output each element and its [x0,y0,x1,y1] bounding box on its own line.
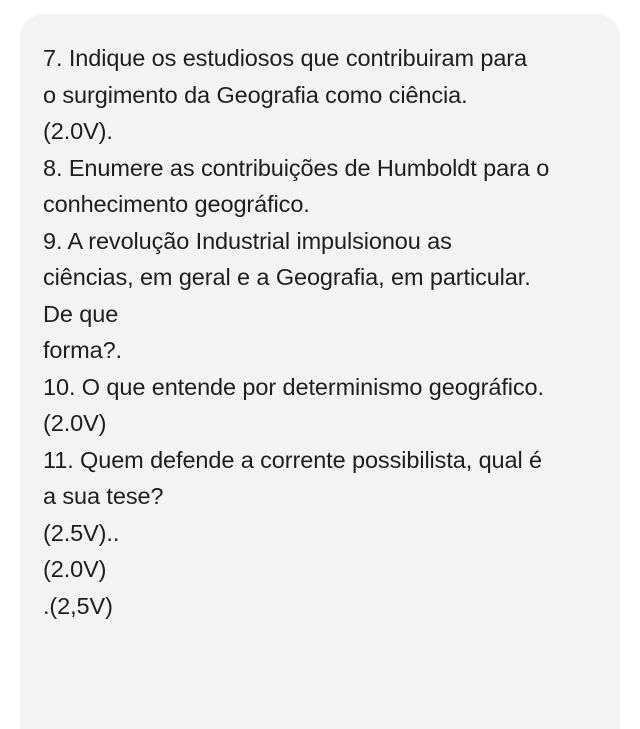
message-bubble[interactable] [20,14,620,729]
message-line: (2.0V). [43,118,113,144]
message-line: De que [43,300,119,327]
message-line: conhecimento geográfico. [43,191,310,217]
message-line: (2.5V).. [43,519,120,546]
message-line: 10. O que entende por determinismo geográfico. [43,373,544,400]
message-line: 8. Enumere as contribuições de Humboldt para o [43,154,550,181]
message-line: ciências, em geral e a Geografia, em particular. [43,264,531,290]
message-line: o surgimento da Geografia como ciência. [43,81,468,108]
message-line: (2.0V) [43,556,107,582]
message-line: forma?. [43,337,122,363]
message-line: 9. A revolução Industrial impulsionou as [43,227,452,254]
message-line: a sua tese? [43,483,164,509]
message-line: 11. Quem defende a corrente possibilista, qual é [43,446,543,473]
message-line: .(2,5V) [43,592,113,619]
message-line: 7. Indique os estudiosos que contribuiram para [43,45,527,71]
message-line: (2.0V) [43,410,107,436]
